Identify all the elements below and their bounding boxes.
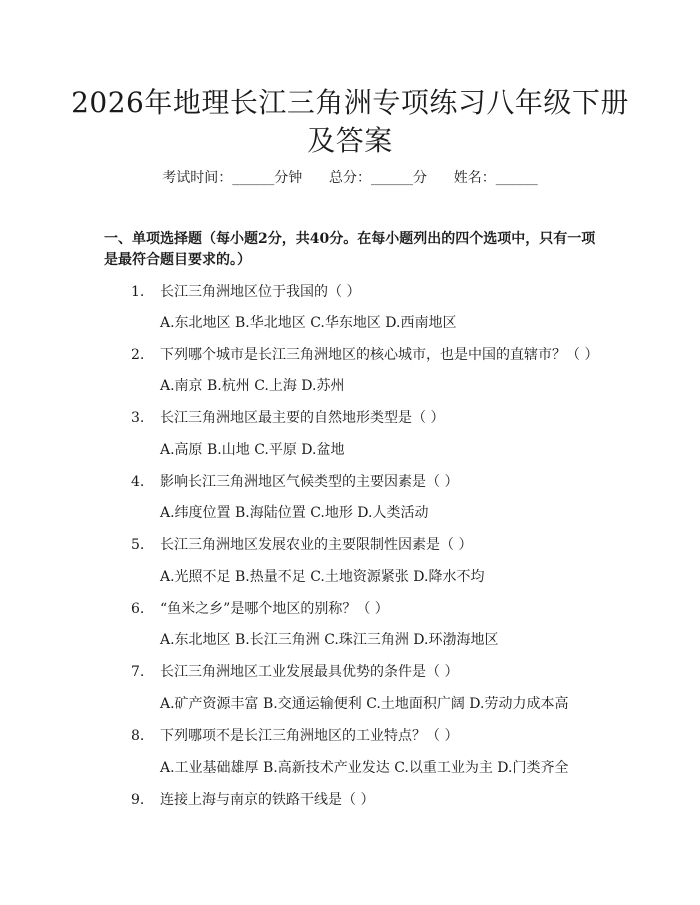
question-options: A.光照不足 B.热量不足 C.土地资源紧张 D.降水不均: [160, 569, 485, 585]
question-item: [131, 408, 444, 428]
question-number: 2.: [131, 347, 145, 363]
question-options: A.东北地区 B.华北地区 C.华东地区 D.西南地区: [160, 315, 457, 331]
question-item: [131, 726, 458, 746]
question-text: 长江三角洲地区最主要的自然地形类型是（ ）: [160, 410, 445, 426]
question-options: A.高原 B.山地 C.平原 D.盆地: [160, 442, 345, 458]
document-title: 2026年地理长江三角洲专项练习八年级下册及答案: [71, 86, 629, 157]
question-number: 9.: [131, 792, 145, 808]
question-item: [131, 472, 458, 492]
question-number: 4.: [131, 474, 145, 490]
question-text: 长江三角洲地区发展农业的主要限制性因素是（ ）: [160, 537, 473, 553]
question-options: A.东北地区 B.长江三角洲 C.珠江三角洲 D.环渤海地区: [160, 632, 499, 648]
question-number: 5.: [131, 537, 145, 553]
question-item: [131, 599, 389, 619]
question-text: 连接上海与南京的铁路干线是（ ）: [160, 792, 375, 808]
question-text: 影响长江三角洲地区气候类型的主要因素是（ ）: [160, 474, 459, 490]
question-text: 长江三角洲地区工业发展最具优势的条件是（ ）: [160, 664, 459, 680]
question-item: [131, 790, 374, 810]
question-text: 下列哪项不是长江三角洲地区的工业特点？（ ）: [160, 728, 459, 744]
exam-meta-line: 考试时间：______分钟 总分：______分 姓名：______: [162, 170, 538, 186]
question-options: A.南京 B.杭州 C.上海 D.苏州: [160, 378, 345, 394]
question-options: A.工业基础雄厚 B.高新技术产业发达 C.以重工业为主 D.门类齐全: [160, 760, 569, 776]
question-number: 8.: [131, 728, 145, 744]
question-item: [131, 345, 598, 365]
question-number: 6.: [131, 601, 145, 617]
question-number: 3.: [131, 410, 145, 426]
question-text: “鱼米之乡”是哪个地区的别称？（ ）: [160, 601, 389, 617]
question-number: 1.: [131, 284, 145, 300]
question-options: A.矿产资源丰富 B.交通运输便利 C.土地面积广阔 D.劳动力成本高: [160, 696, 569, 712]
question-item: [131, 535, 472, 555]
question-text: 长江三角洲地区位于我国的（ ）: [160, 284, 361, 300]
section-heading: 一、单项选择题（每小题2分，共40分。在每小题列出的四个选项中，只有一项是最符合题目要求的。）: [104, 231, 596, 268]
question-item: [131, 282, 360, 302]
question-text: 下列哪个城市是长江三角洲地区的核心城市，也是中国的直辖市？（ ）: [160, 347, 599, 363]
question-options: A.纬度位置 B.海陆位置 C.地形 D.人类活动: [160, 505, 429, 521]
question-number: 7.: [131, 664, 145, 680]
question-item: [131, 662, 458, 682]
